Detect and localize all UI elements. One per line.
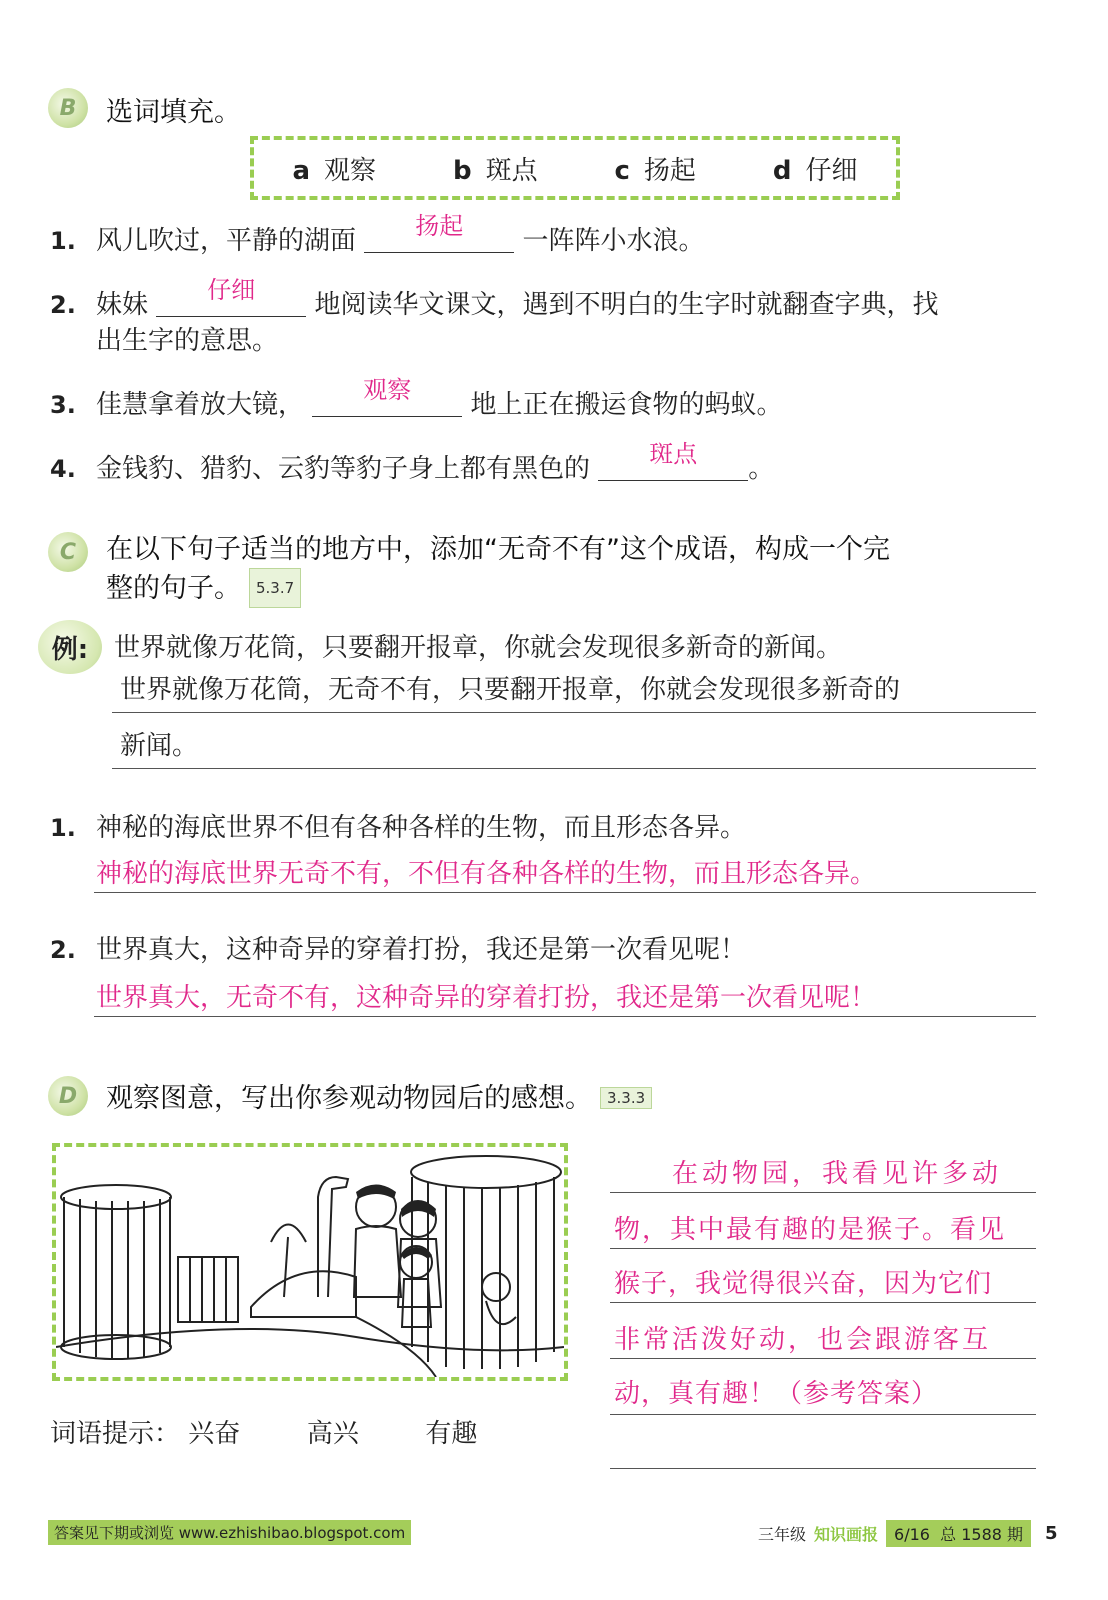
answer-c1: 神秘的海底世界无奇不有，不但有各种各样的生物，而且形态各异。 <box>96 859 877 889</box>
composition-line: 非常活泼好动，也会跟游客互 <box>614 1325 992 1355</box>
word-bank <box>250 136 900 200</box>
question-c1: 1. 神秘的海底世界不但有各种各样的生物，而且形态各异。 <box>50 813 747 843</box>
answer-line <box>610 1358 1036 1359</box>
example-question: 世界就像万花筒，只要翻开报章，你就会发现很多新奇的新闻。 <box>114 633 843 663</box>
example-label: 例: <box>38 620 102 674</box>
hint-row: 词语提示： 兴奋 高兴 有趣 <box>50 1419 478 1449</box>
answer-blank[interactable]: 仔细 <box>156 286 306 317</box>
page-number: 5 <box>1045 1523 1058 1544</box>
zoo-illustration <box>52 1143 568 1381</box>
answer-blank[interactable]: 观察 <box>312 386 462 417</box>
footer-issue: 6/16 总 1588 期 <box>886 1520 1031 1547</box>
publication-logo: 知识画报 <box>814 1525 879 1544</box>
section-c-title: 在以下句子适当的地方中，添加“无奇不有”这个成语，构成一个完 整的句子。 5.3.7 <box>106 532 890 608</box>
composition-line: 在动物园，我看见许多动 <box>672 1159 1003 1189</box>
answer-line <box>610 1248 1036 1249</box>
zoo-drawing <box>56 1147 564 1377</box>
section-d-title: 观察图意，写出你参观动物园后的感想。 3.3.3 <box>106 1076 652 1115</box>
answer-blank[interactable]: 扬起 <box>364 222 514 253</box>
answer-c2: 世界真大，无奇不有，这种奇异的穿着打扮，我还是第一次看见呢！ <box>96 983 877 1013</box>
answer-line <box>610 1192 1036 1193</box>
word-bank-item-c: c 扬起 <box>614 155 696 186</box>
word-bank-item-d: d 仔细 <box>772 155 858 186</box>
question-b2: 2. 妹妹 仔细 地阅读华文课文，遇到不明白的生字时就翻查字典，找 出生字的意思。 <box>50 276 939 356</box>
footer-issue-info <box>758 1520 1058 1547</box>
skill-tag: 3.3.3 <box>600 1087 652 1109</box>
answer-blank[interactable]: 斑点 <box>598 450 748 481</box>
footer-grade: 三年级 <box>758 1525 807 1544</box>
word-bank-item-b: b 斑点 <box>452 155 538 186</box>
skill-tag: 5.3.7 <box>249 568 301 608</box>
example-answer-line1: 世界就像万花筒，无奇不有，只要翻开报章，你就会发现很多新奇的 <box>120 675 901 705</box>
answer-line <box>610 1302 1036 1303</box>
answer-line <box>94 1016 1036 1017</box>
word-bank-item-a: a 观察 <box>292 155 377 186</box>
footer-answer-note: 答案见下期或浏览 www.ezhishibao.blogspot.com <box>48 1520 411 1545</box>
answer-line <box>94 892 1036 893</box>
composition-line: 动，真有趣！（参考答案） <box>614 1379 939 1409</box>
answer-line <box>112 712 1036 713</box>
hint-word: 兴奋 <box>188 1419 241 1449</box>
section-b-title: 选词填充。 <box>106 97 241 128</box>
section-b-badge: B <box>48 88 88 128</box>
composition-line: 物，其中最有趣的是猴子。看见 <box>614 1215 1007 1245</box>
composition-line: 猴子，我觉得很兴奋，因为它们 <box>614 1269 993 1299</box>
hint-word: 高兴 <box>306 1419 359 1449</box>
answer-line <box>610 1414 1036 1415</box>
hint-word: 有趣 <box>425 1419 478 1449</box>
answer-line <box>112 768 1036 769</box>
question-b3: 3. 佳慧拿着放大镜， 观察 地上正在搬运食物的蚂蚁。 <box>50 376 783 420</box>
answer-line <box>610 1468 1036 1469</box>
question-b4: 4. 金钱豹、猎豹、云豹等豹子身上都有黑色的 斑点 。 <box>50 440 775 484</box>
question-c2: 2. 世界真大，这种奇异的穿着打扮，我还是第一次看见呢！ <box>50 935 747 965</box>
section-d-badge: D <box>48 1076 88 1116</box>
section-c-badge: C <box>48 532 88 572</box>
question-b1: 1. 风儿吹过，平静的湖面 扬起 一阵阵小水浪。 <box>50 212 705 256</box>
example-answer-line2: 新闻。 <box>120 731 199 761</box>
